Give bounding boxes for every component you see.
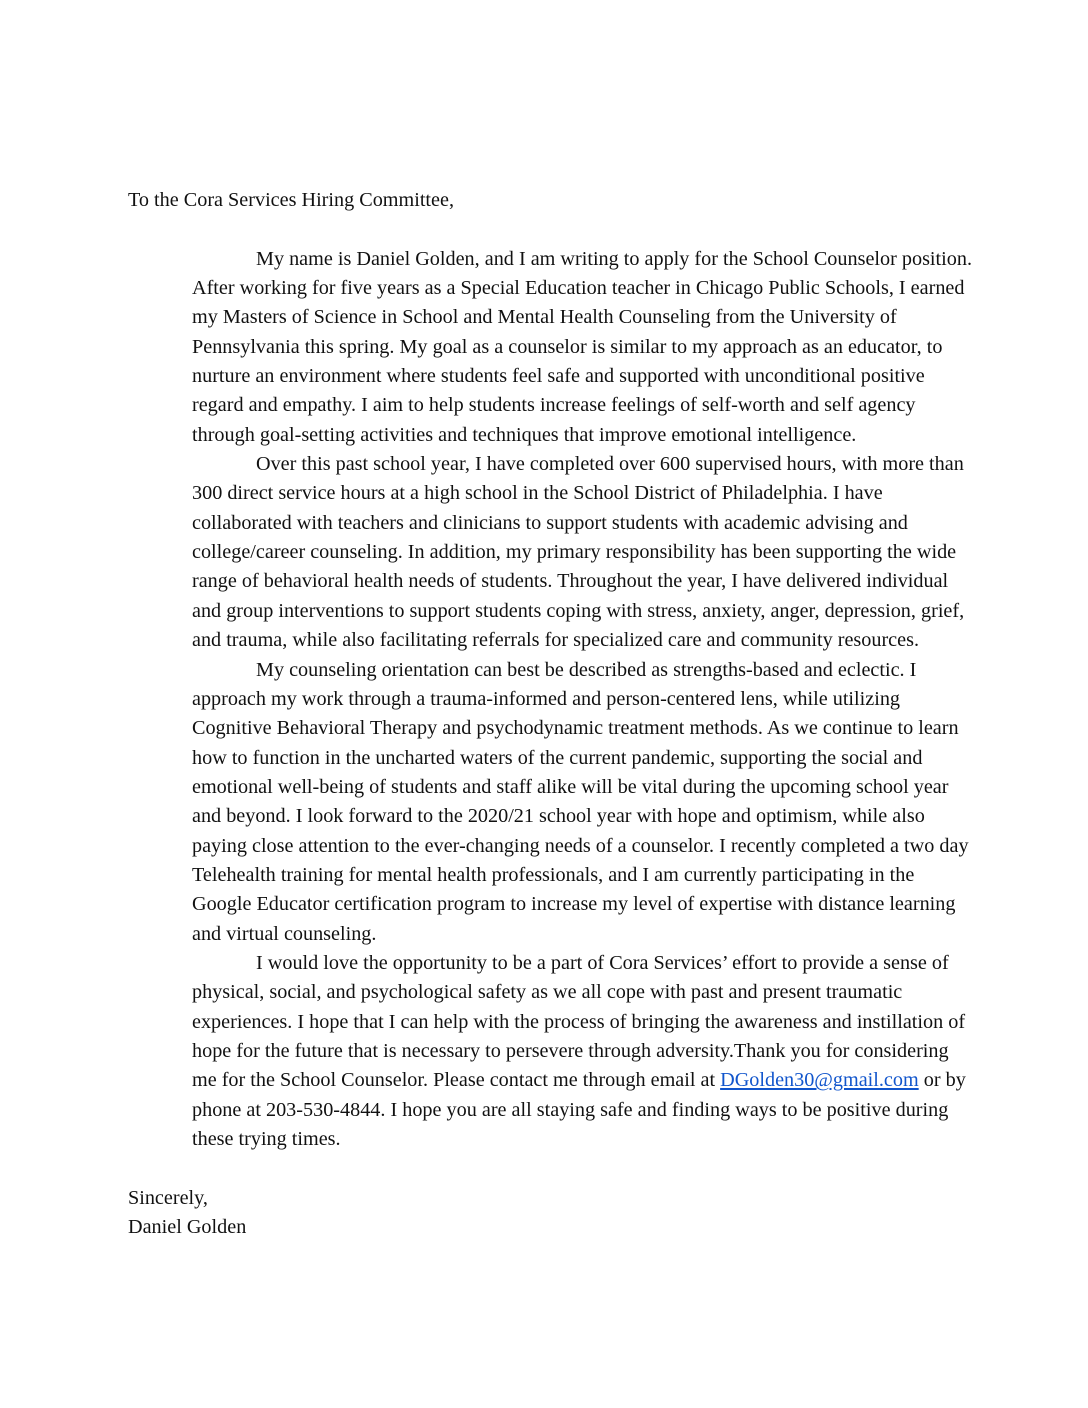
text-line: hope for the future that is necessary to persevere through adversity.Thank you for considering [192,1039,949,1062]
text-line: and trauma, while also facilitating referrals for specialized care and community resources. [192,629,919,652]
text-line: My name is Daniel Golden, and I am writing to apply for the School Counselor position. [256,247,972,270]
text-line: approach my work through a trauma-informed and person-centered lens, while utilizing [192,687,901,710]
text-line: Pennsylvania this spring. My goal as a counselor is similar to my approach as an educator, to [192,335,943,358]
text-line: nurture an environment where students feel safe and supported with unconditional positive [192,365,925,388]
text-line: college/career counseling. In addition, my primary responsibility has been supporting the wide [192,541,957,564]
paragraph-experience [128,450,965,655]
text-line: range of behavioral health needs of students. Throughout the year, I have delivered individual [192,570,949,593]
text-line: Telehealth training for mental health professionals, and I am currently participating in the [192,863,915,886]
closing: Sincerely, [128,1186,208,1209]
text-line: physical, social, and psychological safety as we all cope with past and present traumatic [192,981,903,1004]
text-line: Cognitive Behavioral Therapy and psychodynamic treatment methods. As we continue to learn [192,717,959,740]
salutation: To the Cora Services Hiring Committee, [128,189,455,211]
text-line: and beyond. I look forward to the 2020/21 school year with hope and optimism, while also [192,805,925,828]
text-line: how to function in the uncharted waters of the current pandemic, supporting the social and [192,746,923,769]
text-line: paying close attention to the ever-changing needs of a counselor. I recently completed a two day [192,834,969,857]
signature: Daniel Golden [128,1216,247,1239]
text-line: phone at 203-530-4844. I hope you are all staying safe and finding ways to be positive during [192,1098,949,1121]
contact-text: me for the School Counselor. Please contact me through email at [192,1069,721,1092]
contact-line [128,1066,966,1095]
email-link[interactable]: DGolden30@gmail.com [720,1069,919,1092]
text-line: I would love the opportunity to be a part of Cora Services’ effort to provide a sense of [256,951,949,974]
text-line: Google Educator certification program to increase my level of expertise with distance learning [192,893,956,916]
text-line: my Masters of Science in School and Mental Health Counseling from the University of [192,306,897,329]
contact-text: or by [918,1069,966,1092]
text-line: and virtual counseling. [192,922,377,945]
paragraph-intro [128,245,972,450]
text-line: regard and empathy. I aim to help students increase feelings of self-worth and self agency [192,394,916,417]
letter-page [128,186,972,1242]
paragraph-orientation [128,656,969,949]
paragraph-closing [128,949,966,1154]
text-line: and group interventions to support students coping with stress, anxiety, anger, depression, grief, [192,599,965,622]
text-line: My counseling orientation can best be described as strengths-based and eclectic. I [256,658,917,681]
text-line: through goal-setting activities and techniques that improve emotional intelligence. [192,423,857,446]
text-line: 300 direct service hours at a high school in the School District of Philadelphia. I have [192,482,883,505]
text-line: Over this past school year, I have completed over 600 supervised hours, with more than [256,453,964,476]
text-line: After working for five years as a Special Education teacher in Chicago Public Schools, I earned [192,277,965,300]
text-line: these trying times. [192,1128,341,1150]
text-line: collaborated with teachers and clinicians to support students with academic advising and [192,511,908,534]
text-line: experiences. I hope that I can help with the process of bringing the awareness and instillation of [192,1010,966,1033]
text-line: emotional well-being of students and staff alike will be vital during the upcoming school year [192,775,949,798]
